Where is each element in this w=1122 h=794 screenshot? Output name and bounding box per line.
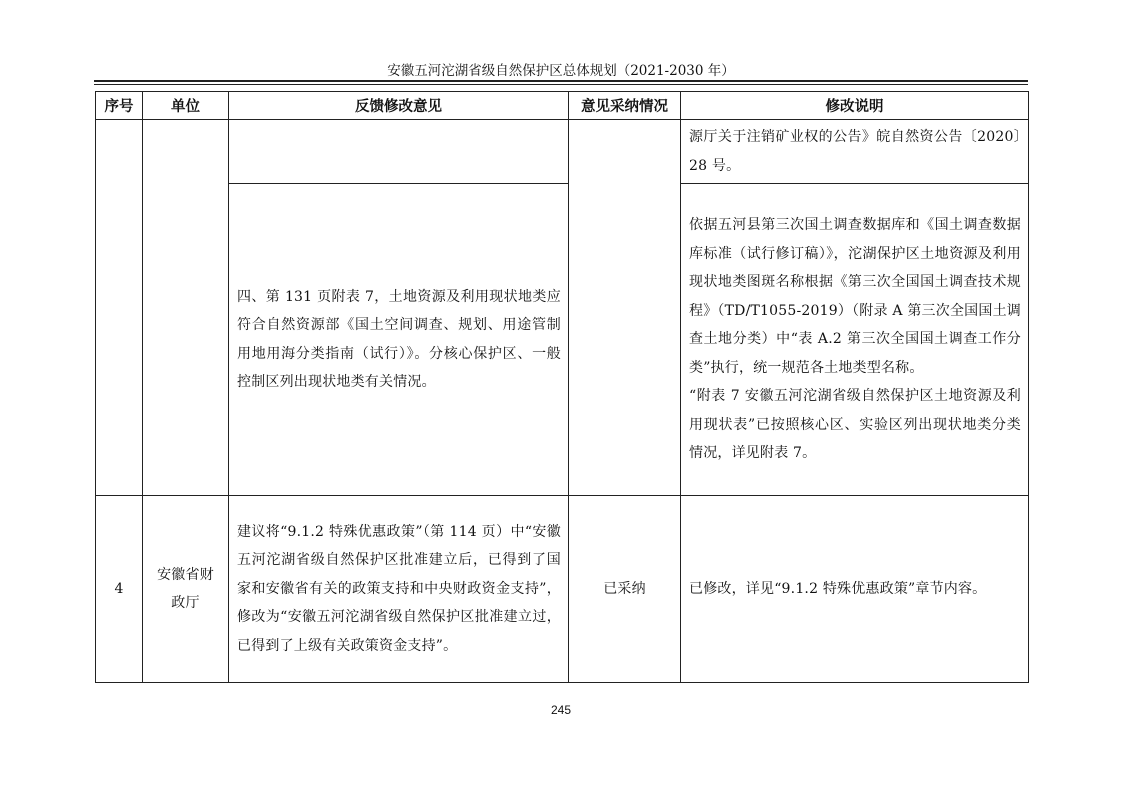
feedback-text: 四、第 131 页附表 7，土地资源及利用现状地类应符合自然资源部《国土空间调查、规划、用途管制用地用海分类指南（试行）》。分核心保护区、一般控制区列出现状地类有关情况。 [237,288,561,390]
note-paragraph-1: 依据五河县第三次国土调查数据库和《国土调查数据库标准（试行修订稿）》，沱湖保护区土地资源及利用现状地类图斑名称根据《第三次全国国土调查技术规程》（TD/T1055-2019）（附录 A 第三次全国国土调查土地分类）中“表 A.2 第三次全国国土调查工作分类”执行，统一规范各土地类型名称。 [689,217,1021,376]
feedback-table [95,91,1029,683]
header-rule-thin [94,84,1028,85]
page-header-title: 安徽五河沱湖省级自然保护区总体规划（2021-2030 年） [387,63,735,79]
seq-cell: 4 [96,496,143,683]
adoption-cell-empty [569,120,681,496]
col-header-seq: 序号 [96,92,143,120]
note-cell [681,184,1029,496]
header-rule [94,80,1028,82]
seq-cell-empty [96,120,143,496]
table-row [96,120,1029,184]
feedback-cell [229,184,569,496]
col-header-feedback: 反馈修改意见 [229,92,569,120]
feedback-cell-empty [229,120,569,184]
unit-cell-empty [143,120,229,496]
col-header-adoption: 意见采纳情况 [569,92,681,120]
adoption-cell: 已采纳 [569,496,681,683]
table-row [96,184,1029,496]
page-number: 245 [550,703,572,717]
table-row [96,496,1029,683]
note-continued-text: 源厅关于注销矿业权的公告》皖自然资公告〔2020〕28 号。 [689,129,1021,174]
table-header-row [96,92,1029,120]
col-header-unit: 单位 [143,92,229,120]
feedback-text: 建议将“9.1.2 特殊优惠政策”（第 114 页）中“安徽五河沱湖省级自然保护区批准建立后，已得到了国家和安徽省有关的政策支持和中央财政资金支持”，修改为“安徽五河沱湖省级自然保护区批准建立过，已得到了上级有关政策资金支持”。 [237,523,561,654]
col-header-note: 修改说明 [681,92,1029,120]
note-paragraph-2: “附表 7 安徽五河沱湖省级自然保护区土地资源及利用现状表”已按照核心区、实验区列出现状地类分类情况，详见附表 7。 [689,388,1021,462]
note-text: 已修改，详见“9.1.2 特殊优惠政策”章节内容。 [689,580,987,597]
unit-cell: 安徽省财政厅 [143,496,229,683]
feedback-cell [229,496,569,683]
note-cell [681,496,1029,683]
note-cell-continued [681,120,1029,184]
